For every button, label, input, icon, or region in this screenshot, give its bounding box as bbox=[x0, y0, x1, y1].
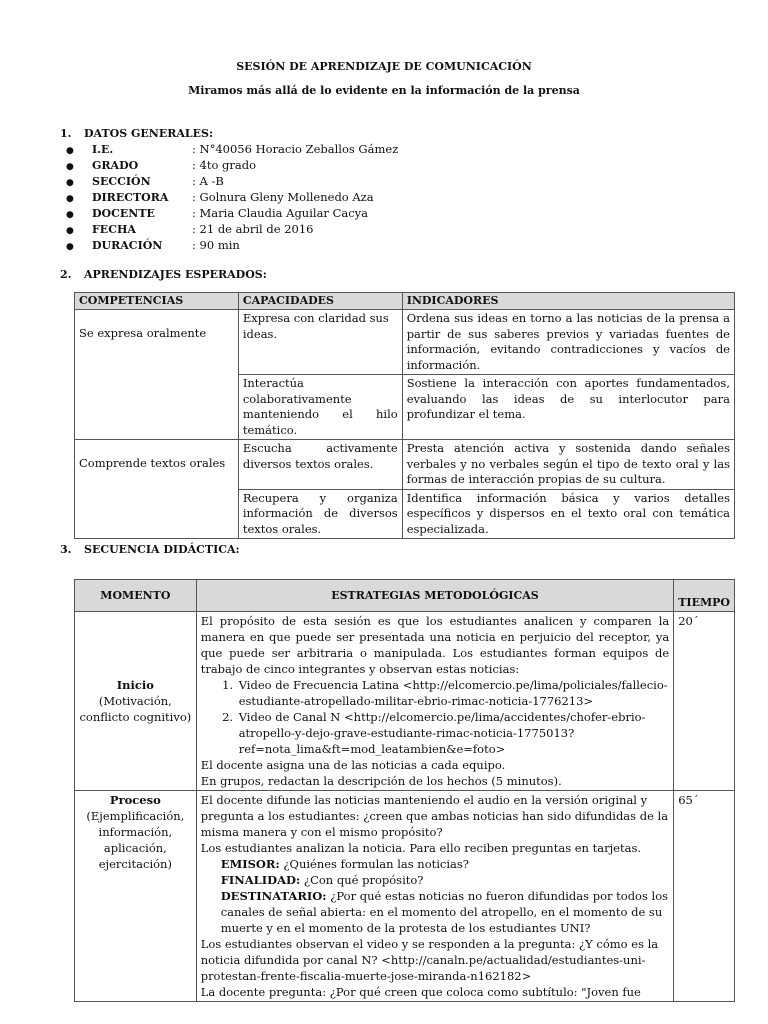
bullet-icon: ● bbox=[66, 226, 74, 236]
strategy-paragraph: Los estudiantes analizan la noticia. Para ello reciben preguntas en tarjetas. bbox=[200, 841, 641, 855]
field-value: : N°40056 Horacio Zeballos Gámez bbox=[192, 142, 399, 156]
section-number: 1. bbox=[60, 127, 72, 140]
list-item bbox=[66, 237, 398, 253]
column-header: TIEMPO bbox=[674, 580, 735, 612]
field-label: FECHA bbox=[92, 223, 136, 236]
field-label: SECCIÓN bbox=[92, 175, 151, 188]
time-cell: 20´ bbox=[674, 612, 735, 791]
document-subtitle: Miramos más allá de lo evidente en la información de la prensa bbox=[188, 84, 580, 97]
moment-cell bbox=[75, 612, 197, 791]
table-header-row bbox=[75, 293, 735, 310]
section-number: 3. bbox=[60, 543, 72, 556]
strategy-paragraph: El propósito de esta sesión es que los estudiantes analicen y comparen la manera en que puede ser presentada una noticia en perjuicio del receptor, ya que puede ser arbitraria o manipulada. Los estudiantes forman equipos de trabajo de cinco integrantes y observan estas noticias: bbox=[200, 614, 670, 676]
document-title: SESIÓN DE APRENDIZAJE DE COMUNICACIÓN bbox=[236, 60, 532, 73]
question-text: ¿Quiénes formulan las noticias? bbox=[279, 857, 469, 871]
bullet-icon: ● bbox=[66, 178, 74, 188]
indicator-cell: Presta atención activa y sostenida dando señales verbales y no verbales según el tipo de texto oral y las formas de interacción propias de su cultura. bbox=[402, 440, 734, 490]
strategy-paragraph: El docente difunde las noticias manteniendo el audio en la versión original y pregunta a los estudiantes: ¿creen que ambas noticias han sido difundidas de la misma manera y con el mismo propósito? bbox=[200, 793, 669, 839]
capacity-cell: Expresa con claridad sus ideas. bbox=[238, 310, 402, 375]
strategy-cell bbox=[196, 791, 674, 1002]
section-heading-secuencia bbox=[60, 543, 240, 556]
field-value: : 4to grado bbox=[192, 158, 257, 172]
column-header: COMPETENCIAS bbox=[75, 293, 239, 310]
strategy-cell bbox=[196, 612, 674, 791]
list-item bbox=[66, 189, 398, 205]
bullet-icon: ● bbox=[66, 146, 74, 156]
question-item bbox=[201, 856, 670, 872]
table-row-proceso bbox=[75, 791, 735, 1002]
indicator-cell: Identifica información básica y varios detalles específicos y dispersos en el texto oral con temática especializada. bbox=[402, 489, 734, 539]
section-number: 2. bbox=[60, 268, 72, 281]
indicator-cell: Ordena sus ideas en torno a las noticias de la prensa a partir de sus saberes previos y variadas fuentes de información, evitando contradicciones y vacíos de información. bbox=[402, 310, 734, 375]
field-value: : 90 min bbox=[192, 238, 240, 252]
moment-cell bbox=[75, 791, 197, 1002]
section-heading-aprendizajes bbox=[60, 268, 267, 281]
question-item bbox=[201, 872, 670, 888]
field-label: DURACIÓN bbox=[92, 239, 163, 252]
table-row-inicio bbox=[75, 612, 735, 791]
field-label: I.E. bbox=[92, 143, 114, 156]
section-title: APRENDIZAJES ESPERADOS: bbox=[84, 268, 267, 281]
strategy-paragraph: Los estudiantes observan el video y se responden a la pregunta: ¿Y cómo es la noticia difundida por canal N? <http://canaln.pe/actualidad/estudiantes-uni-protestan-frente-fiscalia-muerte-jose-miranda-n162182> bbox=[200, 937, 659, 983]
field-label: GRADO bbox=[92, 159, 139, 172]
question-item bbox=[201, 888, 670, 936]
capacity-cell: Interactúa colaborativamente manteniendo el hilo temático. bbox=[238, 375, 402, 440]
question-label: EMISOR: bbox=[220, 857, 280, 871]
list-item: 1. Video de Frecuencia Latina <http://elcomercio.pe/lima/policiales/fallecio-estudiante-atropellado-militar-ebrio-rimac-noticia-1776213> bbox=[237, 677, 670, 709]
table-header-row bbox=[75, 580, 735, 612]
field-value: : 21 de abril de 2016 bbox=[192, 222, 314, 236]
field-value: : A -B bbox=[192, 174, 224, 188]
question-text: ¿Por qué estas noticias no fueron difundidas por todos los canales de señal abierta: en el momento del atropello, en el momento de su muerte y en el momento de la protesta de los estudiantes UNI? bbox=[220, 889, 669, 935]
strategy-paragraph: En grupos, redactan la descripción de los hechos (5 minutos). bbox=[200, 774, 562, 788]
didactic-sequence-table bbox=[74, 579, 735, 1002]
capacity-cell: Recupera y organiza información de diversos textos orales. bbox=[238, 489, 402, 539]
video-list bbox=[201, 677, 670, 757]
moment-title: Inicio bbox=[116, 678, 154, 692]
column-header: ESTRATEGIAS METODOLÓGICAS bbox=[196, 580, 674, 612]
bullet-icon: ● bbox=[66, 194, 74, 204]
field-value: : Golnura Gleny Mollenedo Aza bbox=[192, 190, 374, 204]
field-label: DOCENTE bbox=[92, 207, 155, 220]
moment-title: Proceso bbox=[109, 793, 161, 807]
section-title: DATOS GENERALES: bbox=[84, 127, 214, 140]
moment-subtitle: (Ejemplificación, información, aplicación, ejercitación) bbox=[86, 809, 185, 871]
bullet-icon: ● bbox=[66, 210, 74, 220]
column-header: CAPACIDADES bbox=[238, 293, 402, 310]
question-label: FINALIDAD: bbox=[220, 873, 301, 887]
column-header: INDICADORES bbox=[402, 293, 734, 310]
table-row bbox=[75, 310, 735, 375]
field-value: : Maria Claudia Aguilar Cacya bbox=[192, 206, 369, 220]
question-label: DESTINATARIO: bbox=[220, 889, 327, 903]
question-text: ¿Con qué propósito? bbox=[300, 873, 424, 887]
indicator-cell: Sostiene la interacción con aportes fundamentados, evaluando las ideas de su interlocutor para profundizar el tema. bbox=[402, 375, 734, 440]
bullet-icon: ● bbox=[66, 162, 74, 172]
table-row bbox=[75, 440, 735, 490]
list-item bbox=[66, 221, 398, 237]
column-header: MOMENTO bbox=[75, 580, 197, 612]
section-heading-datos-generales bbox=[60, 127, 213, 140]
competence-cell: Comprende textos orales bbox=[75, 440, 239, 539]
competence-cell: Se expresa oralmente bbox=[75, 310, 239, 440]
learning-outcomes-table bbox=[74, 292, 735, 539]
list-item bbox=[66, 157, 398, 173]
list-item bbox=[66, 205, 398, 221]
list-item bbox=[66, 173, 398, 189]
general-data-list bbox=[66, 141, 398, 253]
field-label: DIRECTORA bbox=[92, 191, 169, 204]
strategy-paragraph: El docente asigna una de las noticias a cada equipo. bbox=[200, 758, 506, 772]
bullet-icon: ● bbox=[66, 242, 74, 252]
time-cell: 65´ bbox=[674, 791, 735, 1002]
section-title: SECUENCIA DIDÁCTICA: bbox=[84, 543, 240, 556]
capacity-cell: Escucha activamente diversos textos orales. bbox=[238, 440, 402, 490]
list-item bbox=[66, 141, 398, 157]
strategy-paragraph: La docente pregunta: ¿Por qué creen que coloca como subtítulo: "Joven fue bbox=[200, 985, 641, 999]
moment-subtitle: (Motivación, conflicto cognitivo) bbox=[79, 694, 192, 724]
list-item: 2. Video de Canal N <http://elcomercio.pe/lima/accidentes/chofer-ebrio-atropello-y-dejo-grave-estudiante-rimac-noticia-1775013?ref=nota_lima&ft=mod_leatambien&e=foto> bbox=[237, 709, 670, 757]
